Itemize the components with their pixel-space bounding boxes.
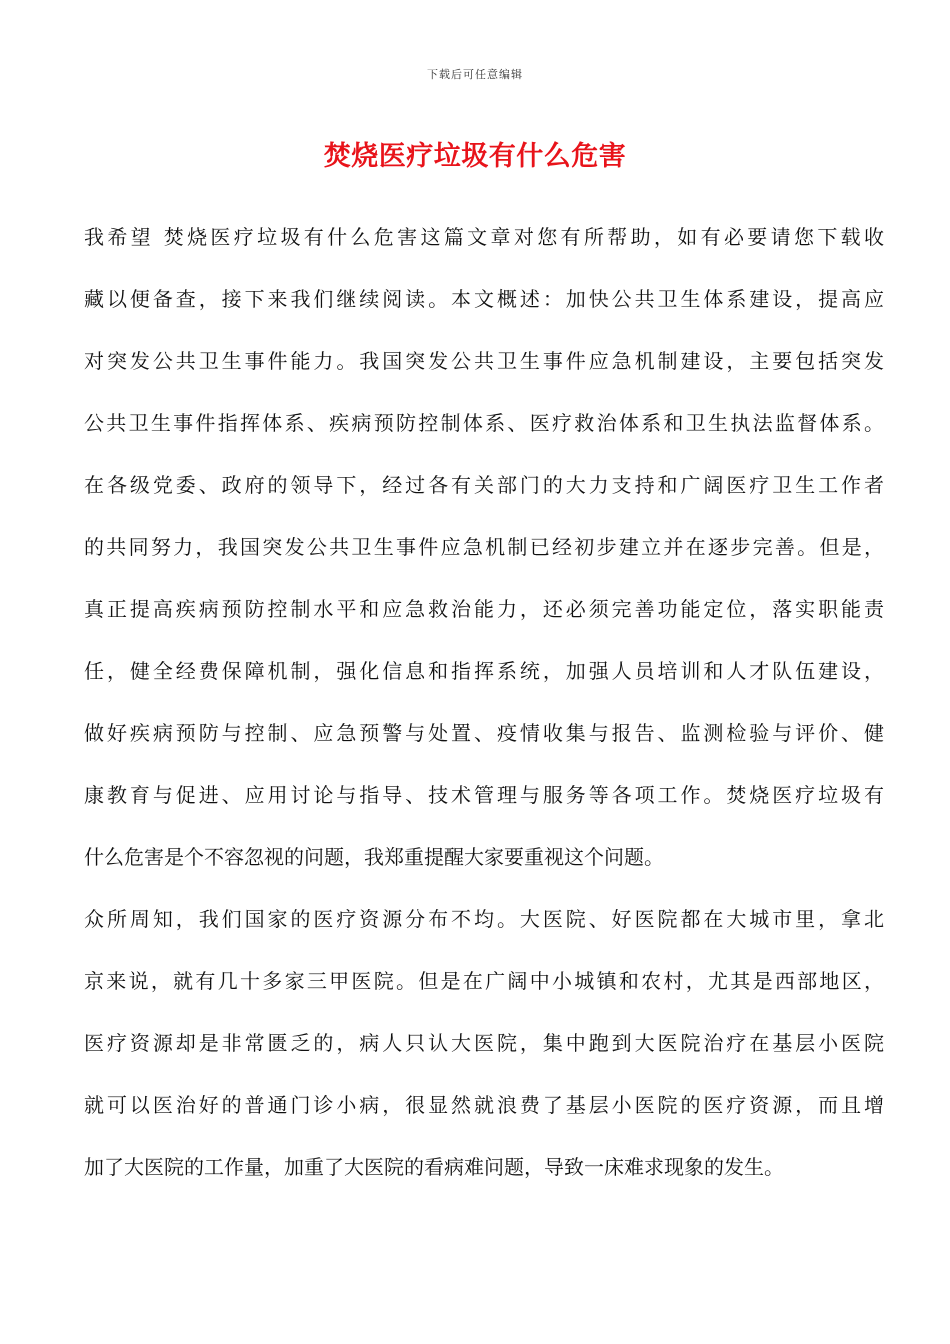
text-line: 康教育与促进、应用讨论与指导、技术管理与服务等各项工作。焚烧医疗垃圾有 bbox=[84, 783, 884, 807]
text-line: 公共卫生事件指挥体系、疾病预防控制体系、医疗救治体系和卫生执法监督体系。 bbox=[84, 411, 884, 435]
text-line: 做好疾病预防与控制、应急预警与处置、疫情收集与报告、监测检验与评价、健 bbox=[84, 721, 884, 745]
text-line: 众所周知，我们国家的医疗资源分布不均。大医院、好医院都在大城市里，拿北 bbox=[84, 907, 884, 931]
text-line: 医疗资源却是非常匮乏的，病人只认大医院，集中跑到大医院治疗在基层小医院 bbox=[84, 1031, 884, 1055]
paragraph-1 bbox=[84, 206, 884, 888]
text-line: 真正提高疾病预防控制水平和应急救治能力，还必须完善功能定位，落实职能责 bbox=[84, 597, 884, 621]
text-line: 任，健全经费保障机制，强化信息和指挥系统，加强人员培训和人才队伍建设， bbox=[84, 659, 884, 683]
text-line: 的共同努力，我国突发公共卫生事件应急机制已经初步建立并在逐步完善。但是， bbox=[84, 535, 884, 559]
text-line: 加了大医院的工作量，加重了大医院的看病难问题，导致一床难求现象的发生。 bbox=[84, 1155, 784, 1179]
text-line: 在各级党委、政府的领导下，经过各有关部门的大力支持和广阔医疗卫生工作者 bbox=[84, 473, 884, 497]
header-note: 下载后可任意编辑 bbox=[427, 68, 523, 81]
text-line: 对突发公共卫生事件能力。我国突发公共卫生事件应急机制建设，主要包括突发 bbox=[84, 349, 884, 373]
text-line: 什么危害是个不容忽视的问题，我郑重提醒大家要重视这个问题。 bbox=[84, 845, 664, 869]
text-line: 京来说，就有几十多家三甲医院。但是在广阔中小城镇和农村，尤其是西部地区， bbox=[84, 969, 884, 993]
text-line: 就可以医治好的普通门诊小病，很显然就浪费了基层小医院的医疗资源，而且增 bbox=[84, 1093, 884, 1117]
text-line: 藏以便备查，接下来我们继续阅读。本文概述：加快公共卫生体系建设，提高应 bbox=[84, 287, 884, 311]
text-line: 我希望 焚烧医疗垃圾有什么危害这篇文章对您有所帮助，如有必要请您下载收 bbox=[84, 225, 884, 249]
document-title: 焚烧医疗垃圾有什么危害 bbox=[323, 141, 627, 172]
paragraph-2 bbox=[84, 888, 884, 1198]
